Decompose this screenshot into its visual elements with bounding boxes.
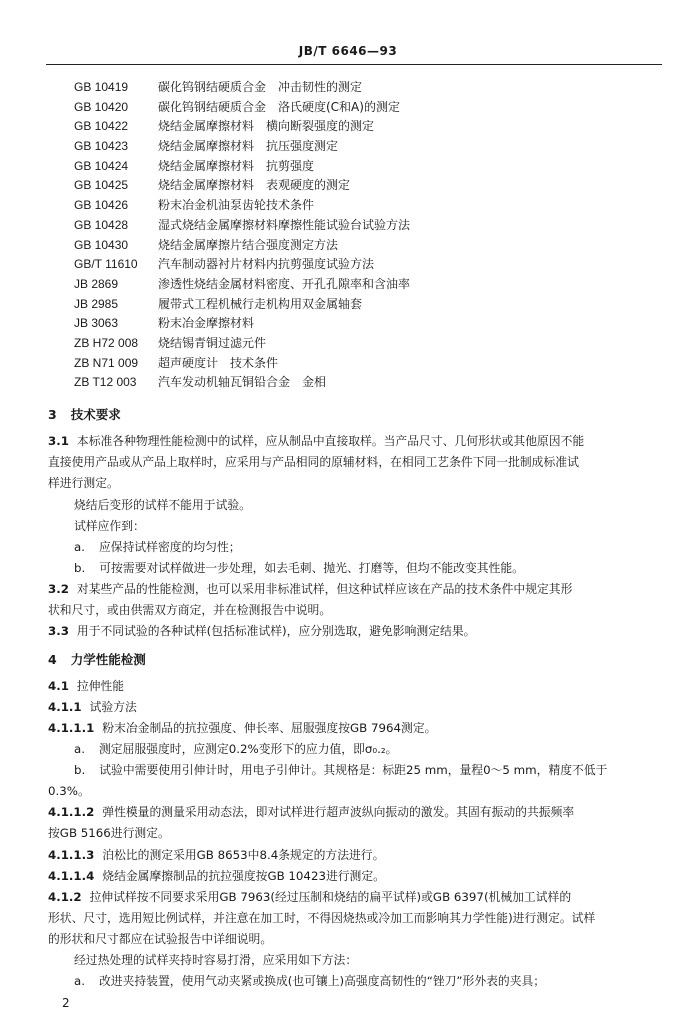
clause-3-1-line-2: 直接使用产品或从产品上取样时，应采用与产品相同的原辅材料，在相同工艺条件下同一批制成标准试: [48, 455, 579, 469]
reference-list: [74, 78, 664, 393]
page-header: JB/T 6646—93: [298, 44, 398, 58]
reference-row: [74, 216, 664, 236]
clause-4-1-1: 4.1.1 试验方法: [48, 700, 137, 714]
reference-row: [74, 98, 664, 118]
reference-row: [74, 334, 664, 354]
clause-4-1-2-line-4: 经过热处理的试样夹持时容易打滑，应采用如下方法：: [74, 953, 358, 967]
clause-4-1-2-item-a: a. 改进夹持装置，使用气动夹紧或换成(也可镶上)高强度高韧性的“锉刀”形外表的夹具；: [74, 974, 546, 988]
reference-code: GB 10422: [74, 119, 129, 134]
clause-4-1-1-1-item-b-line-1: b. 试验中需要使用引伸计时，用电子引伸计。其规格是：标距25 mm，量程0～5 mm，精度不低于: [74, 763, 608, 777]
reference-title: 烧结金属摩擦材料 抗剪强度: [158, 158, 315, 173]
clause-4-1-1-1: 4.1.1.1 粉末冶金制品的抗拉强度、伸长率、屈服强度按GB 7964测定。: [48, 721, 437, 735]
clause-4-1-1-3: 4.1.1.3 泊松比的测定采用GB 8653中8.4条规定的方法进行。: [48, 848, 385, 862]
clause-4-1-1-4: 4.1.1.4 烧结金属摩擦制品的抗拉强度按GB 10423进行测定。: [48, 869, 385, 883]
reference-code: GB 10423: [74, 139, 129, 154]
section-3-heading: [48, 405, 121, 423]
reference-title: 汽车制动器衬片材料内抗剪强度试验方法: [158, 257, 375, 272]
clause-3-1-item-b: b. 可按需要对试样做进一步处理，如去毛刺、抛光、打磨等，但均不能改变其性能。: [74, 561, 524, 575]
reference-code: GB 10428: [74, 217, 129, 232]
reference-code: GB 10420: [74, 99, 129, 114]
reference-row: [74, 137, 664, 157]
reference-code: GB 10419: [74, 80, 129, 94]
clause-3-2-line-1: 3.2 对某些产品的性能检测，也可以采用非标准试样，但这种试样应该在产品的技术条件中规定其形: [48, 582, 573, 596]
clause-4-1-1-2-line-1: 4.1.1.2 弹性模量的测量采用动态法，即对试样进行超声波纵向振动的激发。其固有振动的共振频率: [48, 805, 575, 819]
reference-code: JB 2985: [74, 296, 119, 311]
reference-title: 汽车发动机轴瓦铜铅合金 金相: [158, 375, 327, 390]
reference-code: GB 10425: [74, 178, 129, 193]
reference-row: [74, 236, 664, 256]
reference-row: [74, 78, 664, 98]
header-rule: [46, 64, 662, 65]
reference-title: 烧结金属摩擦材料 表观硬度的测定: [158, 178, 351, 193]
clause-4-1-1-1-item-a: a. 测定屈服强度时，应测定0.2%变形下的应力值，即σ₀.₂。: [74, 742, 398, 756]
reference-title: 碳化钨钢结硬质合金 冲击韧性的测定: [158, 80, 363, 94]
clause-3-1-line-3: 样进行测定。: [48, 476, 119, 490]
reference-title: 烧结金属摩擦材料 抗压强度测定: [158, 139, 339, 154]
section-number: 3: [48, 407, 57, 422]
reference-code: GB 10424: [74, 158, 129, 173]
reference-code: ZB T12 003: [74, 375, 137, 390]
clause-3-1-item-a: a. 应保持试样密度的均匀性；: [74, 540, 241, 554]
reference-row: [74, 176, 664, 196]
reference-row: [74, 373, 664, 393]
reference-row: [74, 157, 664, 177]
reference-code: GB 10426: [74, 198, 129, 213]
reference-code: JB 3063: [74, 316, 119, 331]
reference-title: 履带式工程机械行走机构用双金属轴套: [158, 296, 363, 311]
clause-3-3: 3.3 用于不同试验的各种试样(包括标准试样)，应分别选取，避免影响测定结果。: [48, 624, 476, 638]
clause-4-1-2-line-1: 4.1.2 拉伸试样按不同要求采用GB 7963(经过压制和烧结的扁平试样)或GB 6397(机械加工试样的: [48, 890, 572, 904]
reference-row: [74, 295, 664, 315]
reference-row: [74, 275, 664, 295]
reference-title: 渗透性烧结金属材料密度、开孔孔隙率和含油率: [158, 276, 411, 291]
clause-4-1-2-line-3: 的形状和尺寸都应在试验报告中详细说明。: [48, 932, 273, 946]
reference-code: GB/T 11610: [74, 257, 138, 272]
clause-3-1-line-1: 3.1 本标准各种物理性能检测中的试样，应从制品中直接取样。当产品尺寸、几何形状或其他原因不能: [48, 434, 585, 448]
clause-4-1: 4.1 拉伸性能: [48, 679, 125, 693]
section-title: 力学性能检测: [70, 652, 146, 667]
clause-3-1-line-5: 试样应作到：: [74, 519, 145, 533]
section-title: 技术要求: [70, 407, 121, 422]
reference-title: 碳化钨钢结硬质合金 洛氏硬度(C和A)的测定: [158, 99, 400, 114]
section-4-heading: [48, 650, 146, 668]
clause-3-1-line-4: 烧结后变形的试样不能用于试验。: [74, 498, 251, 512]
clause-3-2-line-2: 状和尺寸，或由供需双方商定，并在检测报告中说明。: [48, 603, 332, 617]
reference-code: ZB N71 009: [74, 355, 139, 370]
reference-title: 粉末冶金摩擦材料: [158, 316, 255, 331]
reference-title: 烧结金属摩擦材料 横向断裂强度的测定: [158, 119, 375, 134]
page-number: 2: [62, 996, 70, 1010]
reference-title: 烧结锡青铜过滤元件: [158, 335, 267, 350]
clause-4-1-1-2-line-2: 按GB 5166进行测定。: [48, 826, 170, 840]
reference-code: JB 2869: [74, 276, 119, 291]
reference-title: 超声硬度计 技术条件: [158, 355, 279, 370]
reference-title: 烧结金属摩擦片结合强度测定方法: [158, 237, 339, 252]
reference-row: [74, 117, 664, 137]
reference-row: [74, 255, 664, 275]
reference-title: 粉末冶金机油泵齿轮技术条件: [158, 198, 315, 213]
reference-row: [74, 354, 664, 374]
section-number: 4: [48, 652, 57, 667]
reference-title: 湿式烧结金属摩擦材料摩擦性能试验台试验方法: [158, 217, 411, 232]
clause-4-1-1-1-item-b-line-2: 0.3%。: [48, 784, 90, 798]
reference-code: GB 10430: [74, 237, 129, 252]
clause-4-1-2-line-2: 形状、尺寸，选用短比例试样，并注意在加工时，不得因烧热或冷加工而影响其力学性能)进行测定。试样: [48, 911, 596, 925]
reference-code: ZB H72 008: [74, 335, 139, 350]
reference-row: [74, 196, 664, 216]
reference-row: [74, 314, 664, 334]
